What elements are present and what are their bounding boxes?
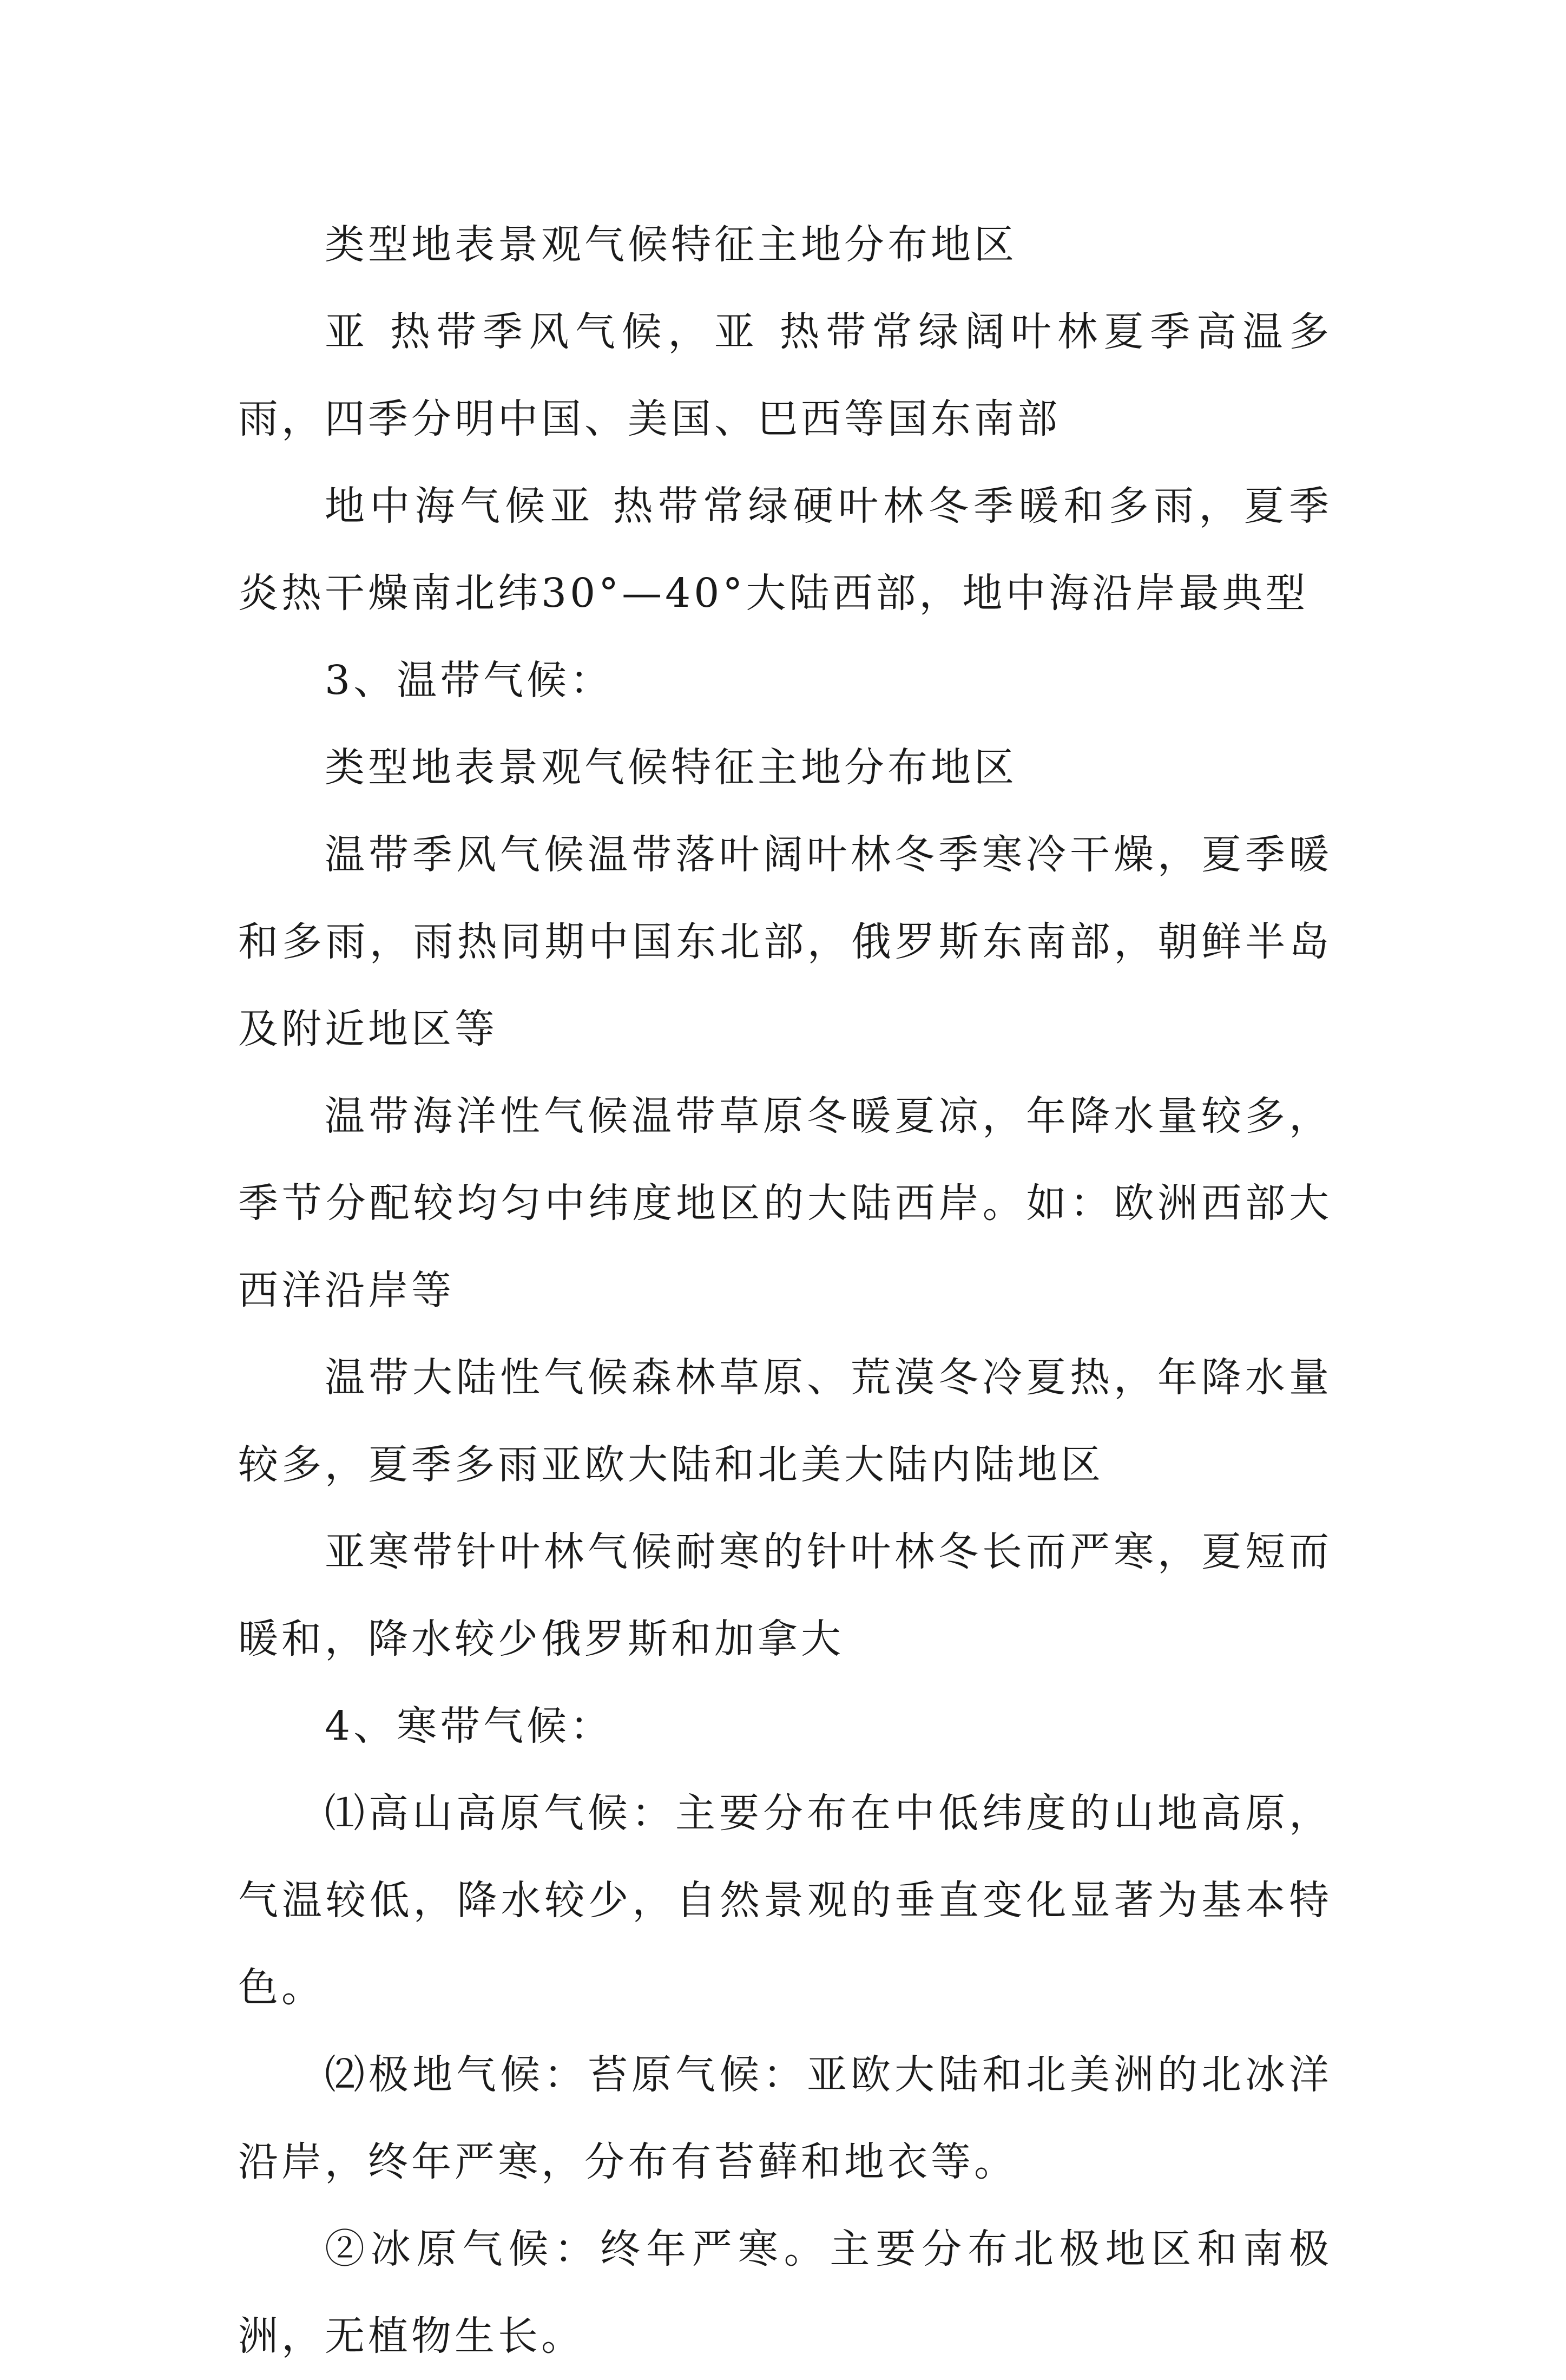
paragraph-temperate-continental: 温带大陆性气候森林草原、荒漠冬冷夏热，年降水量较多，夏季多雨亚欧大陆和北美大陆内陆地区 [238,1354,1332,1488]
document-body [238,201,1332,2380]
section-heading-frigid: 4、寒带气候： [325,1703,614,1749]
paragraph-temperate-monsoon: 温带季风气候温带落叶阔叶林冬季寒冷干燥，夏季暖和多雨，雨热同期中国东北部，俄罗斯东南部，朝鲜半岛及附近地区等 [238,831,1332,1052]
paragraph-ice-cap: ②冰原气候：终年严寒。主要分布北极地区和南极洲，无植物生长。 [238,2226,1332,2359]
paragraph-subtropical-monsoon: 亚 热带季风气候，亚 热带常绿阔叶林夏季高温多雨，四季分明中国、美国、巴西等国东南部 [238,309,1332,442]
table-header-line: 类型地表景观气候特征主地分布地区 [325,221,1017,268]
paragraph-subarctic: 亚寒带针叶林气候耐寒的针叶林冬长而严寒，夏短而暖和，降水较少俄罗斯和加拿大 [238,1529,1332,1662]
paragraph-polar-tundra: ⑵极地气候：苔原气候：亚欧大陆和北美洲的北冰洋沿岸，终年严寒，分布有苔藓和地衣等。 [238,2051,1332,2185]
section-heading-temperate: 3、温带气候： [325,657,614,704]
paragraph-highland: ⑴高山高原气候：主要分布在中低纬度的山地高原，气温较低，降水较少，自然景观的垂直变化显著为基本特色。 [238,1790,1332,2011]
paragraph-mediterranean: 地中海气候亚 热带常绿硬叶林冬季暖和多雨，夏季炎热干燥南北纬30°—40°大陆西部，地中海沿岸最典型 [238,483,1332,617]
table-header-line: 类型地表景观气候特征主地分布地区 [325,744,1017,791]
paragraph-temperate-maritime: 温带海洋性气候温带草原冬暖夏凉，年降水量较多，季节分配较均匀中纬度地区的大陆西岸。如：欧洲西部大西洋沿岸等 [238,1093,1332,1314]
